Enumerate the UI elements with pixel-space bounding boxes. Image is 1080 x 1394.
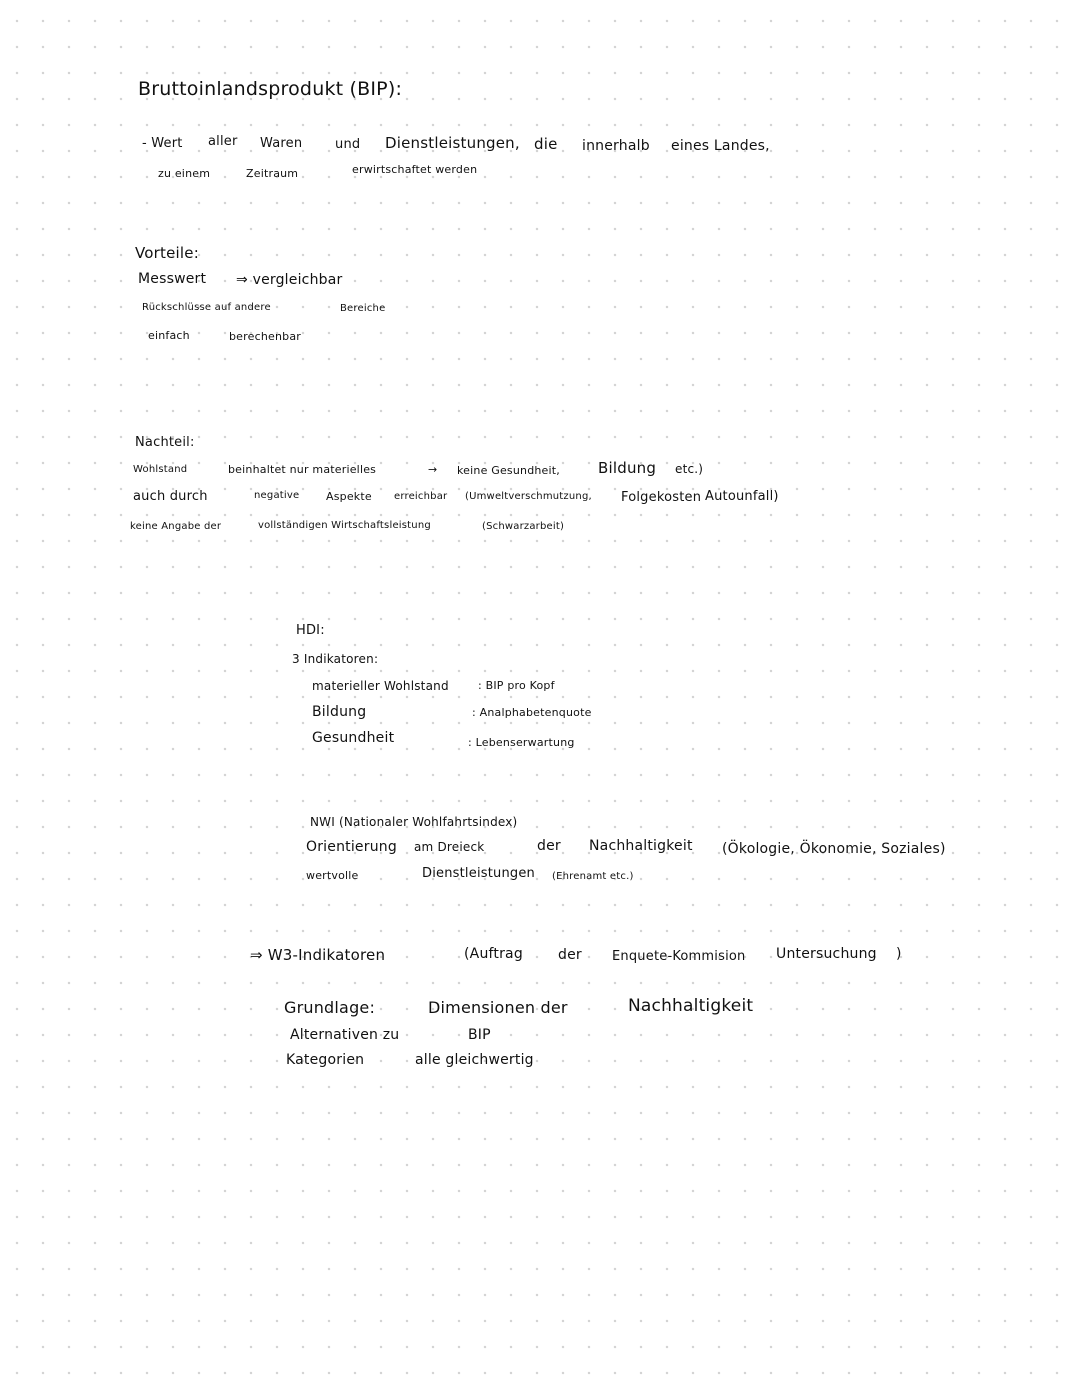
heading-note: (Auftrag: [464, 946, 523, 962]
list-item: Nachhaltigkeit: [628, 996, 754, 1016]
list-item: wertvolle: [306, 869, 359, 882]
indicator-value: : BIP pro Kopf: [478, 679, 555, 692]
section-subheading: 3 Indikatoren:: [292, 652, 379, 666]
list-item: Orientierung: [306, 839, 397, 855]
list-item: der: [537, 838, 561, 854]
indicator-value: : Analphabetenquote: [472, 706, 592, 719]
list-item: Bereiche: [340, 303, 386, 314]
list-item: Folgekosten: [621, 490, 702, 505]
list-item: keine Angabe der: [130, 521, 222, 532]
indicator-value: : Lebenserwartung: [468, 736, 575, 749]
list-item: Autounfall): [705, 489, 779, 504]
definition-text: Zeitraum: [246, 167, 299, 180]
list-item: Dimensionen der: [428, 998, 568, 1017]
list-item: auch durch: [133, 489, 208, 504]
list-item: negative: [254, 490, 300, 501]
section-heading: ⇒ W3-Indikatoren: [250, 946, 386, 964]
list-item: Wohlstand: [133, 464, 188, 475]
definition-text: - Wert: [142, 136, 183, 151]
list-item: Grundlage:: [284, 998, 376, 1017]
list-item: alle gleichwertig: [415, 1052, 534, 1068]
list-item: BIP: [468, 1027, 491, 1043]
heading-note: Untersuchung: [776, 946, 877, 962]
list-item: →: [428, 463, 438, 476]
section-heading: Vorteile:: [135, 244, 199, 262]
section-heading: NWI (Nationaler Wohlfahrtsindex): [310, 815, 518, 829]
list-item: Dienstleistungen: [422, 866, 535, 881]
heading-note: ): [896, 946, 902, 962]
definition-text: die: [534, 135, 558, 153]
list-item: Rückschlüsse auf andere: [142, 302, 271, 313]
indicator-label: Bildung: [312, 704, 367, 720]
section-heading: Nachteil:: [135, 435, 195, 450]
list-item: Aspekte: [326, 490, 372, 503]
list-item: (Ökologie, Ökonomie, Soziales): [722, 841, 946, 857]
list-item: (Umweltverschmutzung,: [465, 491, 592, 502]
list-item: Bildung: [598, 459, 657, 477]
list-item: am Dreieck: [414, 840, 485, 854]
definition-text: Waren: [260, 136, 303, 151]
list-item: vollständigen Wirtschaftsleistung: [258, 520, 431, 531]
list-item: einfach: [148, 329, 190, 342]
list-item: Alternativen zu: [290, 1027, 400, 1043]
list-item: Nachhaltigkeit: [589, 838, 693, 854]
list-item: ⇒ vergleichbar: [236, 272, 343, 288]
list-item: (Schwarzarbeit): [482, 521, 565, 532]
section-heading: HDI:: [296, 623, 325, 638]
list-item: keine Gesundheit,: [457, 464, 560, 477]
page-title: Bruttoinlandsprodukt (BIP):: [138, 78, 403, 100]
definition-text: eines Landes,: [671, 138, 770, 154]
heading-note: der: [558, 947, 582, 963]
definition-text: zu einem: [158, 167, 211, 180]
indicator-label: materieller Wohlstand: [312, 679, 449, 693]
list-item: Kategorien: [286, 1052, 365, 1068]
definition-text: und: [335, 137, 361, 152]
list-item: etc.): [675, 462, 704, 476]
list-item: (Ehrenamt etc.): [552, 871, 634, 882]
list-item: berechenbar: [229, 330, 302, 343]
list-item: erreichbar: [394, 491, 448, 502]
heading-note: Enquete-Kommision: [612, 949, 746, 964]
list-item: beinhaltet nur materielles: [228, 463, 377, 476]
definition-text: innerhalb: [582, 138, 650, 154]
definition-text: erwirtschaftet werden: [352, 163, 478, 176]
definition-text: Dienstleistungen,: [385, 134, 520, 152]
definition-text: aller: [208, 134, 238, 149]
indicator-label: Gesundheit: [312, 730, 395, 746]
list-item: Messwert: [138, 271, 207, 287]
